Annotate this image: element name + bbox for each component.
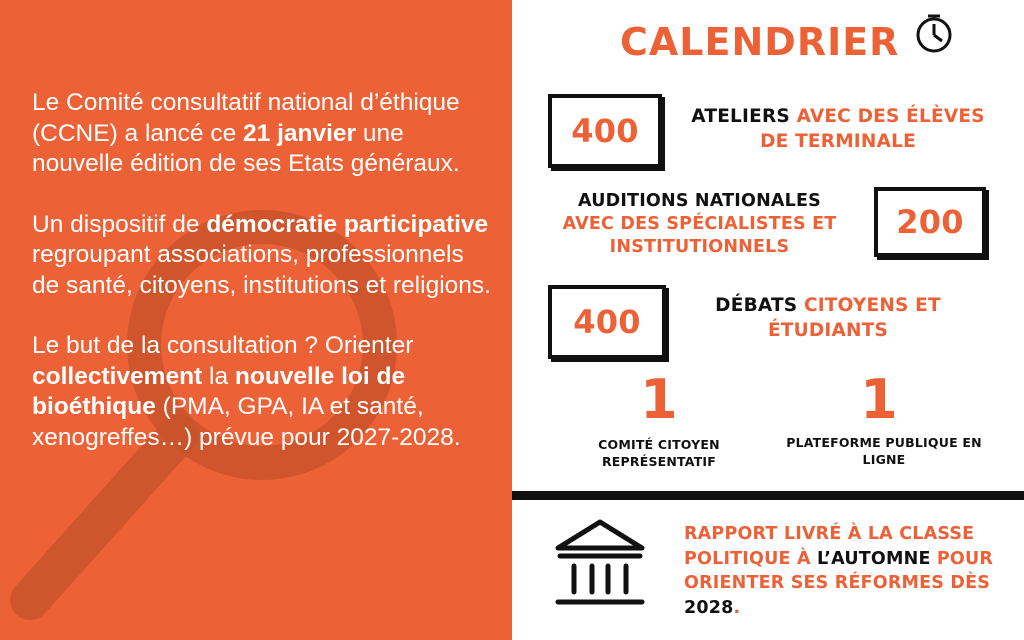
committee-label: COMITÉ CITOYEN REPRÉSENTATIF xyxy=(598,437,720,469)
intro-paragraph-3: Le but de la consultation ? Orienter collectivement la nouvelle loi de bioéthique (PMA, GPA, IA et santé, xenogreffes…) prévue pour 2027-2028. xyxy=(32,332,461,451)
report-text: RAPPORT LIVRÉ À LA CLASSE POLITIQUE À L’AUTOMNE POUR ORIENTER SES RÉFORMES DÈS 2028. xyxy=(684,524,994,618)
debates-label: DÉBATS CITOYENS ET ÉTUDIANTS xyxy=(715,295,941,341)
section-divider xyxy=(512,491,1024,500)
calendar-panel xyxy=(512,0,1024,640)
workshops-label: ATELIERS AVEC DES ÉLÈVES DE TERMINALE xyxy=(691,106,985,152)
hearings-label: AUDITIONS NATIONALES AVEC DES SPÉCIALISTES ET INSTITUTIONNELS xyxy=(562,191,837,257)
hearings-count: 200 xyxy=(874,187,986,257)
intro-text xyxy=(32,88,492,483)
clock-icon xyxy=(914,14,954,54)
committee-count: 1 xyxy=(640,368,678,431)
debates-count: 400 xyxy=(548,285,666,359)
institution-icon xyxy=(552,516,648,608)
intro-paragraph-2: Un dispositif de démocratie participative regroupant associations, professionnels de santé, citoyens, institutions et religions. xyxy=(32,210,491,299)
workshops-count: 400 xyxy=(548,94,662,168)
platform-label: PLATEFORME PUBLIQUE EN LIGNE xyxy=(786,435,982,467)
intro-paragraph-1: Le Comité consultatif national d’éthique (CCNE) a lancé ce 21 janvier une nouvelle édition de ses Etats généraux. xyxy=(32,89,460,177)
platform-count: 1 xyxy=(860,368,898,431)
calendar-title: CALENDRIER xyxy=(620,20,900,64)
